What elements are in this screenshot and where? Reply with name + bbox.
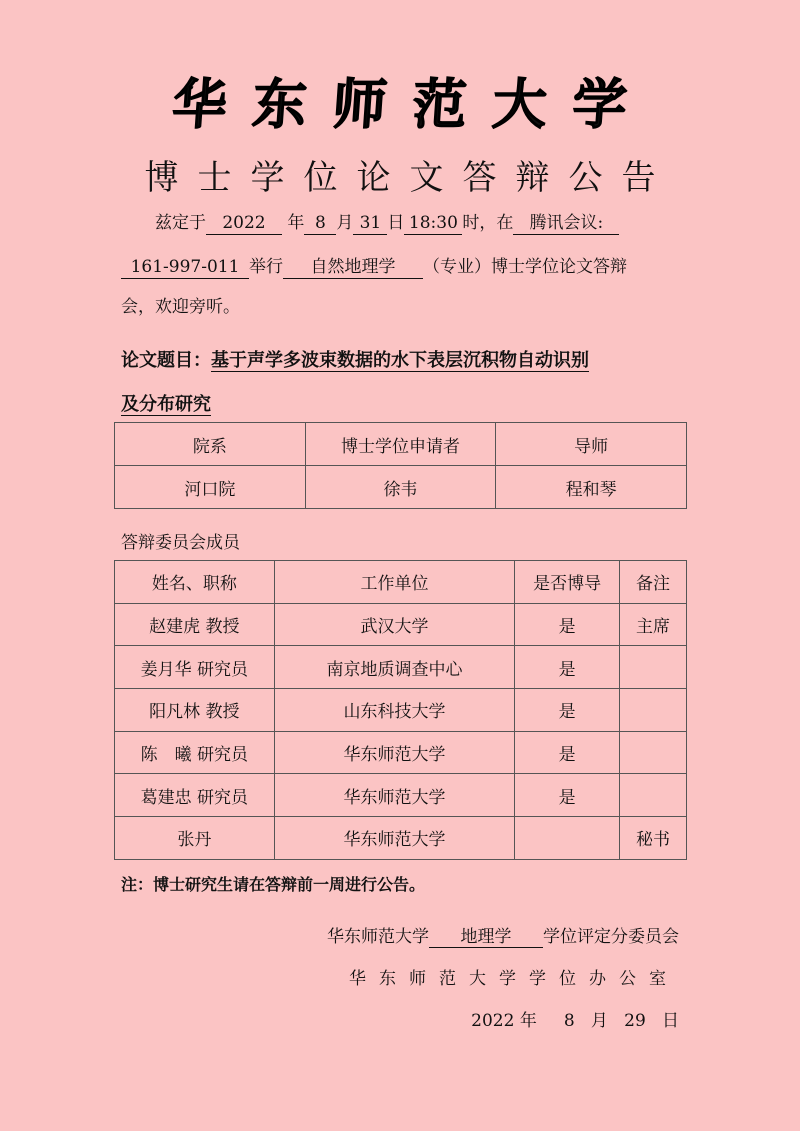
thesis-title-line-2 bbox=[121, 390, 211, 416]
defense-day: 31 bbox=[353, 212, 387, 235]
table-row bbox=[115, 466, 687, 509]
major-suffix: （专业）博士学位论文答辩 bbox=[423, 257, 627, 277]
applicant-cell: 徐韦 bbox=[305, 466, 496, 509]
member-remark bbox=[620, 774, 687, 817]
member-name: 赵建虎 教授 bbox=[115, 603, 275, 646]
date-year: 2022 bbox=[471, 1011, 515, 1031]
date-day-unit: 日 bbox=[662, 1011, 679, 1031]
member-remark bbox=[620, 689, 687, 732]
table-row bbox=[115, 774, 687, 817]
signature-field: 地理学 bbox=[429, 922, 543, 948]
footnote: 注：博士研究生请在答辩前一周进行公告。 bbox=[121, 875, 426, 894]
date-year-unit: 年 bbox=[519, 1011, 537, 1031]
signature-office: 华东师范大学学位办公室 bbox=[349, 969, 679, 989]
member-remark: 秘书 bbox=[620, 817, 687, 860]
announcement-line-1 bbox=[121, 212, 681, 235]
member-name: 阳凡林 教授 bbox=[115, 689, 275, 732]
member-supervisor: 是 bbox=[515, 731, 620, 774]
venue-line-1: 腾讯会议: bbox=[513, 212, 619, 235]
member-supervisor: 是 bbox=[515, 603, 620, 646]
member-name: 姜月华 研究员 bbox=[115, 646, 275, 689]
university-name: 华东师范大学 bbox=[170, 73, 655, 136]
member-supervisor: 是 bbox=[515, 646, 620, 689]
document-title: 博士学位论文答辩公告 bbox=[144, 158, 675, 198]
thesis-title: 基于声学多波束数据的水下表层沉积物自动识别 bbox=[211, 350, 589, 371]
header-advisor: 导师 bbox=[496, 423, 687, 466]
member-institution: 武汉大学 bbox=[274, 603, 515, 646]
department-cell: 河口院 bbox=[115, 466, 306, 509]
header-applicant: 博士学位申请者 bbox=[305, 423, 496, 466]
member-institution: 山东科技大学 bbox=[274, 689, 515, 732]
header-doctoral-supervisor: 是否博导 bbox=[515, 561, 620, 604]
header-remarks: 备注 bbox=[620, 561, 687, 604]
signature-university: 华东师范大学 bbox=[327, 927, 429, 947]
signature-committee bbox=[327, 922, 679, 948]
year-unit: 年 bbox=[287, 213, 305, 233]
defense-month: 8 bbox=[304, 212, 336, 235]
signature-date bbox=[471, 1006, 679, 1031]
header-name-title: 姓名、职称 bbox=[115, 561, 275, 604]
applicant-table bbox=[114, 422, 687, 509]
committee-table bbox=[114, 560, 687, 860]
member-institution: 华东师范大学 bbox=[274, 731, 515, 774]
advisor-cell: 程和琴 bbox=[496, 466, 687, 509]
thesis-title-cont: 及分布研究 bbox=[121, 394, 211, 415]
table-header-row bbox=[115, 423, 687, 466]
table-header-row bbox=[115, 561, 687, 604]
member-supervisor: 是 bbox=[515, 774, 620, 817]
member-remark: 主席 bbox=[620, 603, 687, 646]
date-month: 8 bbox=[563, 1011, 575, 1031]
announcement-prefix: 兹定于 bbox=[155, 213, 206, 233]
table-row bbox=[115, 689, 687, 732]
month-unit: 月 bbox=[336, 213, 354, 233]
member-name: 葛建忠 研究员 bbox=[115, 774, 275, 817]
header-department: 院系 bbox=[115, 423, 306, 466]
member-institution: 华东师范大学 bbox=[274, 817, 515, 860]
member-name: 陈 曦 研究员 bbox=[115, 731, 275, 774]
defense-time: 18:30 bbox=[404, 212, 462, 235]
signature-committee-name: 学位评定分委员会 bbox=[543, 927, 679, 947]
table-row bbox=[115, 646, 687, 689]
major-name: 自然地理学 bbox=[283, 256, 423, 279]
committee-label: 答辩委员会成员 bbox=[121, 533, 240, 553]
date-day: 29 bbox=[624, 1011, 646, 1031]
thesis-label: 论文题目： bbox=[121, 350, 211, 371]
table-row bbox=[115, 731, 687, 774]
date-month-unit: 月 bbox=[590, 1011, 608, 1031]
day-unit: 日 bbox=[387, 213, 405, 233]
member-remark bbox=[620, 731, 687, 774]
member-remark bbox=[620, 646, 687, 689]
venue-line-2: 161-997-011 bbox=[121, 256, 249, 279]
header-institution: 工作单位 bbox=[274, 561, 515, 604]
member-institution: 华东师范大学 bbox=[274, 774, 515, 817]
announcement-line-3: 会，欢迎旁听。 bbox=[121, 297, 240, 317]
defense-year: 2022 bbox=[206, 212, 282, 235]
member-supervisor: 是 bbox=[515, 689, 620, 732]
member-institution: 南京地质调查中心 bbox=[274, 646, 515, 689]
table-row bbox=[115, 603, 687, 646]
table-row bbox=[115, 817, 687, 860]
announcement-line-2 bbox=[121, 256, 681, 279]
held-text: 举行 bbox=[249, 257, 283, 277]
time-unit: 时，在 bbox=[462, 213, 514, 233]
member-name: 张丹 bbox=[115, 817, 275, 860]
member-supervisor bbox=[515, 817, 620, 860]
thesis-title-line-1 bbox=[121, 346, 589, 372]
